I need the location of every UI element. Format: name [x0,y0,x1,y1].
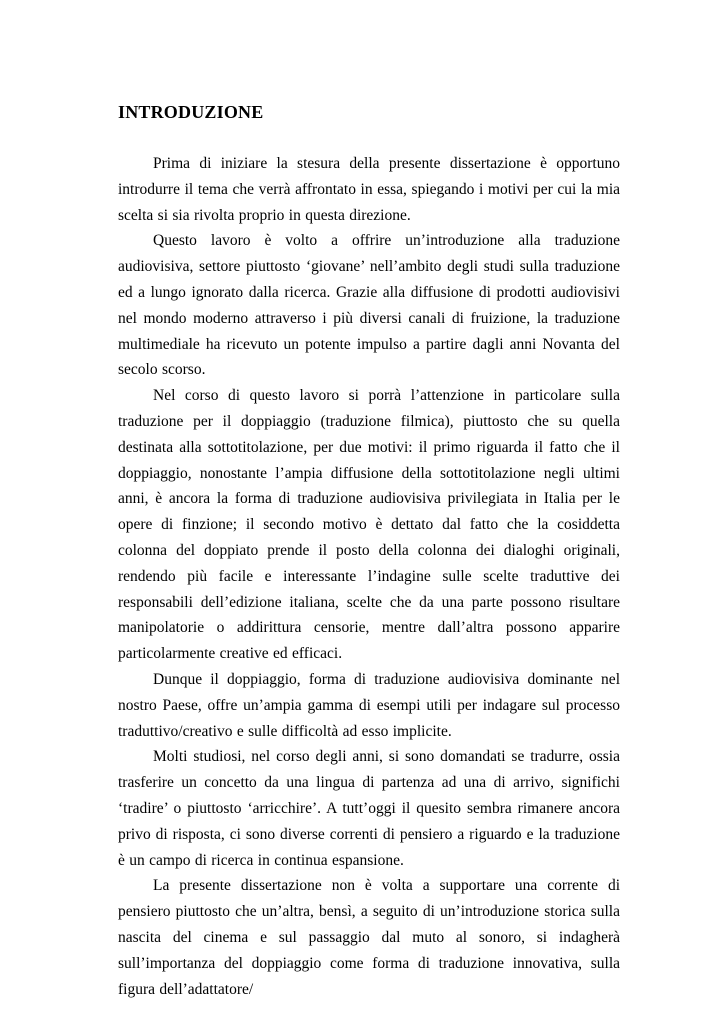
paragraph-dubbing-dominance: Dunque il doppiaggio, forma di traduzione audiovisiva dominante nel nostro Paese, offre un’ampia gamma di esempi utili per indagare sul processo traduttivo/creativo e sulle difficoltà ad esso implicite. [118,670,620,740]
paragraph-dissertation-aim: La presente dissertazione non è volta a supportare una corrente di pensiero piuttosto che un’altra, bensì, a seguito di un’introduzione storica sulla nascita del cinema e sul passaggio dal muto al sonoro, si indagherà sull’importanza del doppiaggio come forma di traduzione innovativa, sulla figura dell’adattatore/ [118,877,620,998]
paragraph-audiovisual-translation: Questo lavoro è volto a offrire un’introduzione alla traduzione audiovisiva, settore piuttosto ‘giovane’ nell’ambito degli studi sulla traduzione ed a lungo ignorato dalla ricerca. Grazie alla diffusione di prodotti audiovisivi nel mondo moderno attraverso i più diversi canali di fruizione, la traduzione multimediale ha ricevuto un potente impulso a partire dagli anni Novanta del secolo scorso. [118,232,620,379]
page-title: INTRODUZIONE [118,102,264,122]
paragraph-dubbing-focus: Nel corso di questo lavoro si porrà l’attenzione in particolare sulla traduzione per il doppiaggio (traduzione filmica), piuttosto che su quella destinata alla sottotitolazione, per due motivi: il primo riguarda il fatto che il doppiaggio, nonostante l’ampia diffusione della sottotitolazione negli ultimi anni, è ancora la forma di traduzione audiovisiva privilegiata in Italia per le opere di finzione; il secondo motivo è dettato dal fatto che la cosiddetta colonna del doppiato prende il posto della colonna dei dialoghi originali, rendendo più facile e interessante l’indagine sulle scelte traduttive dei responsabili dell’edizione italiana, scelte che da una parte possono risultare manipolatorie o addirittura censorie, mentre dall’altra possono apparire particolarmente creative ed efficaci. [118,387,620,663]
document-body [118,98,620,1002]
paragraph-intro-motivation: Prima di iniziare la stesura della presente dissertazione è opportuno introdurre il tema che verrà affrontato in essa, spiegando i motivi per cui la mia scelta si sia rivolta proprio in questa direzione. [118,155,620,224]
paragraph-scholars-question: Molti studiosi, nel corso degli anni, si sono domandati se tradurre, ossia trasferire un concetto da una lingua di partenza ad una di arrivo, significhi ‘tradire’ o piuttosto ‘arricchire’. A tutt’oggi il quesito sembra rimanere ancora privo di risposta, ci sono diverse correnti di pensiero a riguardo e la traduzione è un campo di ricerca in continua espansione. [118,748,620,869]
